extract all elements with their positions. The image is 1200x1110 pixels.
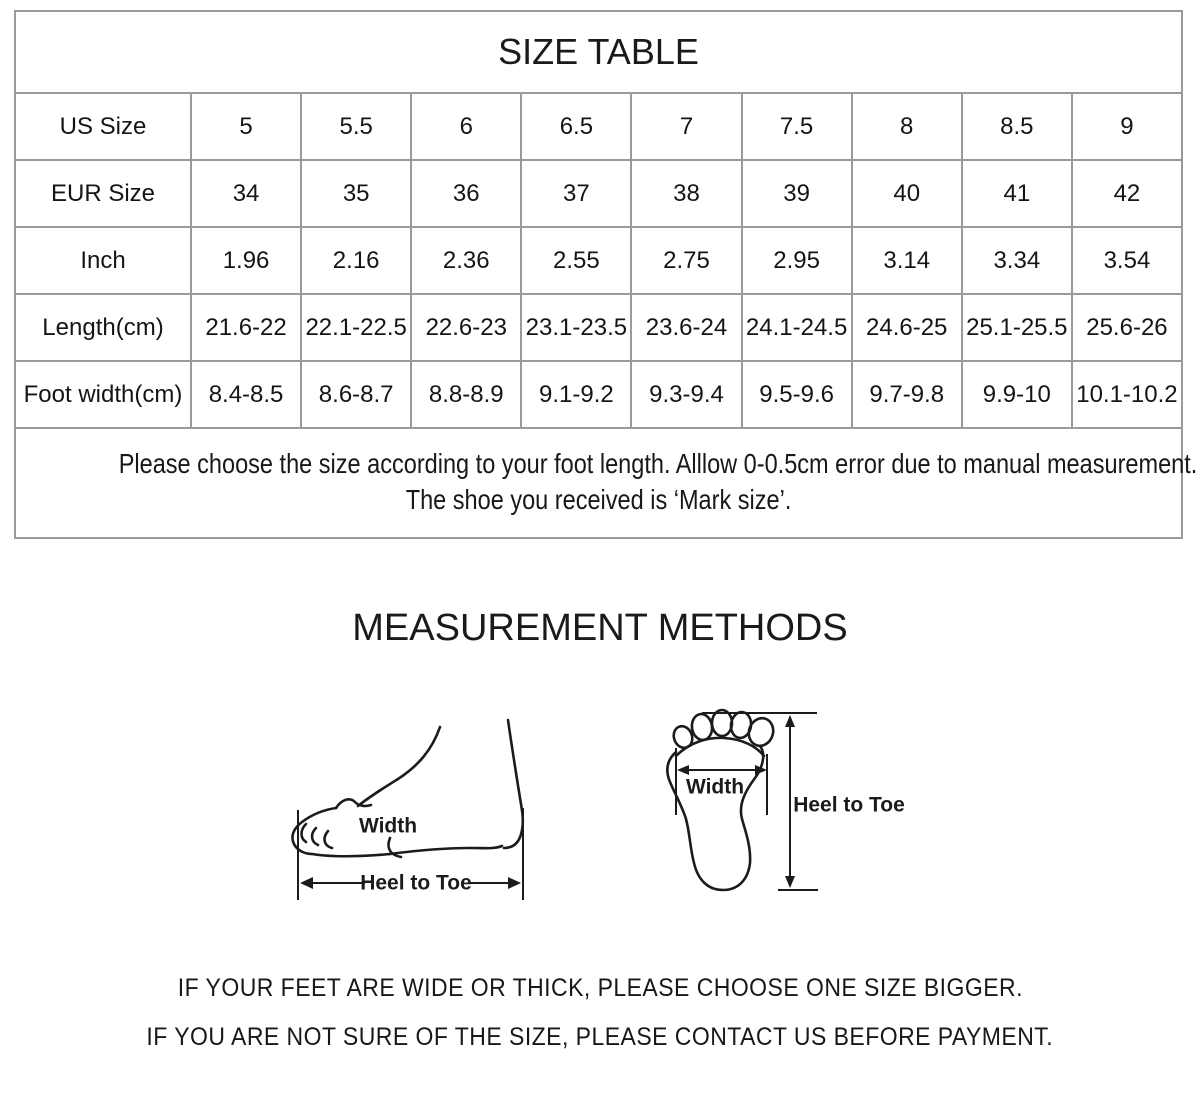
size-table: [14, 10, 1198, 539]
size-cell: 5.5: [301, 93, 411, 160]
size-cell: 40: [852, 160, 962, 227]
size-cell: 34: [191, 160, 301, 227]
size-cell: 9: [1072, 93, 1182, 160]
size-cell: 36: [411, 160, 521, 227]
footer-advice-line-1: IF YOUR FEET ARE WIDE OR THICK, PLEASE CHOOSE ONE SIZE BIGGER.: [177, 974, 1023, 1002]
size-cell: 7.5: [742, 93, 852, 160]
size-cell: 3.34: [962, 227, 1072, 294]
footer-advice-line-2: IF YOU ARE NOT SURE OF THE SIZE, PLEASE CONTACT US BEFORE PAYMENT.: [146, 1023, 1054, 1051]
foot-side-view-diagram: [270, 658, 610, 913]
size-table-row: [15, 93, 1182, 160]
foot-heel-line: [504, 720, 523, 848]
size-cell: 10.1-10.2: [1072, 361, 1182, 428]
size-table-row: [15, 227, 1182, 294]
size-row-label: EUR Size: [15, 160, 191, 227]
size-cell: 3.54: [1072, 227, 1182, 294]
measurement-methods-title: MEASUREMENT METHODS: [352, 607, 848, 649]
size-cell: 23.1-23.5: [521, 294, 631, 361]
size-table-row: [15, 160, 1182, 227]
size-table-title: SIZE TABLE: [498, 31, 699, 72]
length-arrow-top: [785, 715, 795, 727]
size-table-body: [15, 11, 1198, 538]
size-cell: 5: [191, 93, 301, 160]
size-cell: 38: [631, 160, 741, 227]
size-cell: 8.4-8.5: [191, 361, 301, 428]
size-cell: 3.14: [852, 227, 962, 294]
size-cell: 8.8-8.9: [411, 361, 521, 428]
size-cell: 37: [521, 160, 631, 227]
size-cell: 2.95: [742, 227, 852, 294]
size-cell: 6.5: [521, 93, 631, 160]
size-table-row: [15, 361, 1182, 428]
side-heel-to-toe-label: Heel to Toe: [360, 871, 472, 895]
size-cell: 23.6-24: [631, 294, 741, 361]
size-cell: 2.75: [631, 227, 741, 294]
foot-sole-line: [390, 846, 502, 854]
size-cell: 9.3-9.4: [631, 361, 741, 428]
toe-2: [690, 713, 713, 742]
size-cell: 9.7-9.8: [852, 361, 962, 428]
size-cell: 8.6-8.7: [301, 361, 411, 428]
size-cell: 22.6-23: [411, 294, 521, 361]
size-cell: 2.55: [521, 227, 631, 294]
size-cell: 2.16: [301, 227, 411, 294]
size-cell: 42: [1072, 160, 1182, 227]
size-row-label: Length(cm): [15, 294, 191, 361]
size-row-label: Inch: [15, 227, 191, 294]
size-table-row: [15, 294, 1182, 361]
size-cell: 25.6-26: [1072, 294, 1182, 361]
size-cell: 1.96: [191, 227, 301, 294]
sole-width-label: Width: [685, 775, 745, 799]
size-cell: 39: [742, 160, 852, 227]
arrowhead-right: [508, 877, 521, 889]
size-cell: 7: [631, 93, 741, 160]
size-cell: 8.5: [962, 93, 1072, 160]
size-row-label: Foot width(cm): [15, 361, 191, 428]
size-row-label: US Size: [15, 93, 191, 160]
size-cell: 41: [962, 160, 1072, 227]
size-cell: 21.6-22: [191, 294, 301, 361]
size-note-line-1: Please choose the size according to your foot length. Alllow 0-0.5cm error due to manual measurement.: [118, 448, 1198, 479]
size-cell: 22.1-22.5: [301, 294, 411, 361]
foot-sole-view-diagram: [652, 688, 922, 908]
width-arrow-left: [677, 765, 689, 775]
toe-line-3: [325, 831, 332, 848]
sole-heel-to-toe-label: Heel to Toe: [793, 793, 905, 817]
size-cell: 35: [301, 160, 411, 227]
arrowhead-left: [300, 877, 313, 889]
size-table-title-row: [15, 11, 1182, 93]
size-cell: 25.1-25.5: [962, 294, 1072, 361]
foot-instep-line: [358, 727, 440, 806]
size-cell: 8: [852, 93, 962, 160]
toe-line-1: [302, 824, 307, 842]
length-arrow-bottom: [785, 876, 795, 888]
size-cell: 9.9-10: [962, 361, 1072, 428]
size-note-line-2: The shoe you received is ‘Mark size’.: [405, 484, 792, 515]
size-cell: 9.5-9.6: [742, 361, 852, 428]
size-cell: 6: [411, 93, 521, 160]
footprint-outline: [667, 746, 763, 890]
toe-line-2: [312, 828, 318, 845]
size-cell: 9.1-9.2: [521, 361, 631, 428]
side-width-label: Width: [358, 814, 418, 838]
size-cell: 2.36: [411, 227, 521, 294]
size-table-note-row: [15, 428, 1182, 538]
size-cell: 24.6-25: [852, 294, 962, 361]
size-cell: 24.1-24.5: [742, 294, 852, 361]
